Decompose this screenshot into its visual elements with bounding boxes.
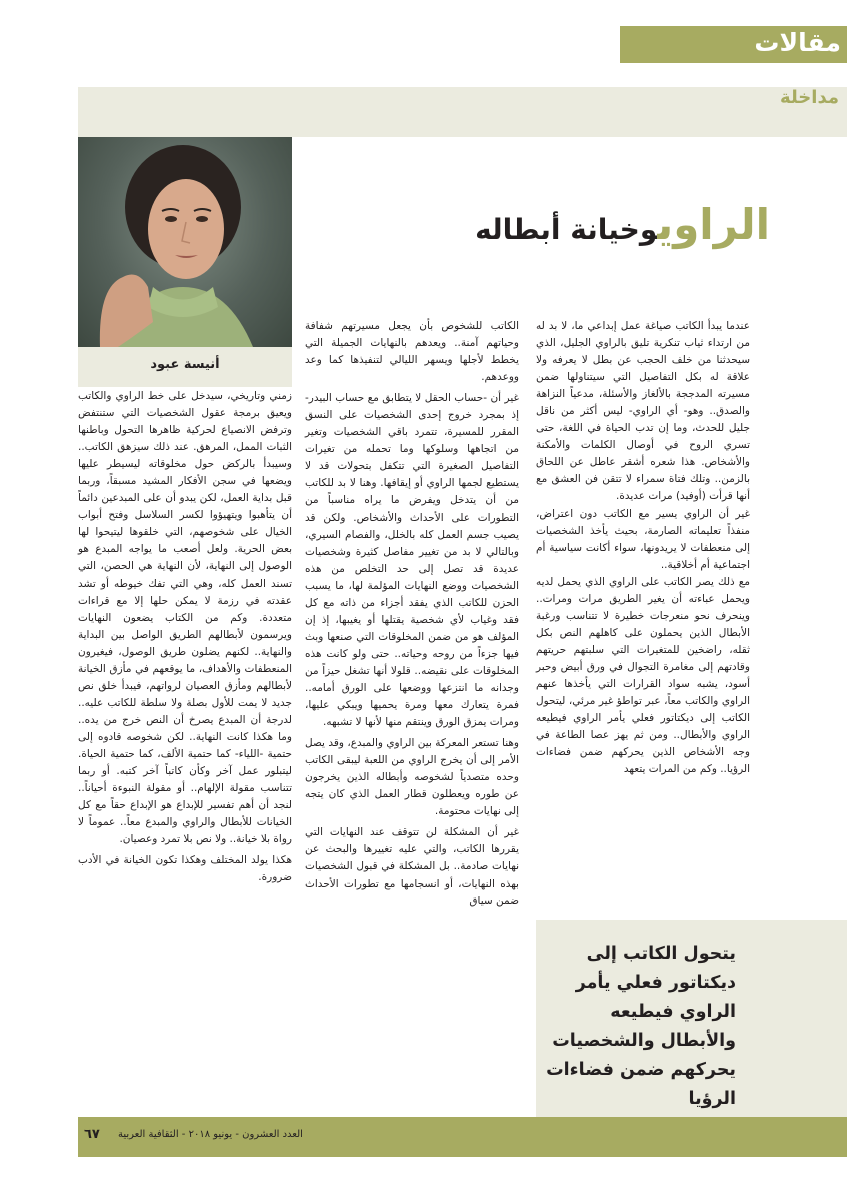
title-rest: وخيانة أبطاله	[475, 213, 658, 246]
body-column-middle	[305, 318, 519, 910]
paragraph: غير أن الراوي يسير مع الكاتب دون اعتراض، منفذاً تعليماته الصارمة، بحيث يأخذ الشخصيات إلى منعطفات لا يريدونها، سواء أكانت سياسية أم اجتماعية أم أخلاقية..	[536, 507, 750, 571]
title-accent: الراوي	[657, 200, 770, 249]
paragraph: وهنا تستعر المعركة بين الراوي والمبدع، وقد يصل الأمر إلى أن يخرج الراوي من اللعبة ليبقى الكاتب وحده متصدياً لشخوصه وأبطاله الذين يخرجون عن طوره ويعطلون قطار العمل الذي كان يتجه إلى نهايات محتومة.	[305, 737, 519, 818]
quote-mark-icon: ”	[702, 872, 749, 977]
paragraph: غير أن -حساب الحقل لا يتطابق مع حساب البيدر- إذ بمجرد خروج إحدى الشخصيات على النسق المقرر للمسيرة، تتمرد باقي الشخصيات وتغير من اتجاهها وسلوكها وما تحمله من تغيرات التفاصيل الصغيرة التي تتكفل بتحولات قد لا يستطيع لجمها الراوي أو إيقافها. وهنا لا بد للكاتب من أن يتدخل ويفرض ما يراه مناسباً من التطورات على الأحداث والأشخاص. ولكن قد يصيب جسم العمل كله بالخلل، والفصام السيري، وبالتالي لا بد من تغيير مفاصل كثيرة وشخصيات عديدة قد تصل إلى حد التخلص من هذه الشخصيات ووضع النهايات المؤلمة لها، ما يسبب الحزن للكاتب الذي يفقد أجزاء من ذاته مع كل فقد وغياب لأي شخصية يقتلها أو يغيبها، إذ إن المؤلف هو من ضمن المخلوقات التي صنعها وبث فيها جزءاً من روحه وحياته.. حتى ولو كانت هذه المخلوقات على نقيضه.. قلولا أنها تشغل حيزاً من وجدانه ما انتزعها ووضعها على الورق أمامه.. فمرة يتعارك معها ومرة يحميها ويبكي عليها، ومرات يمزق الورق وينتقم منها لأنها لا تشبهه.	[305, 392, 519, 729]
author-photo	[78, 137, 292, 347]
issue-info: العدد العشرون - يونيو ٢٠١٨ - الثقافية العربية	[118, 1129, 303, 1140]
paragraph: الكاتب للشخوص بأن يجعل مسيرتهم شفافة وحياتهم آمنة.. ويعدهم بالنهايات الجميلة التي يخطط لأجلها ويسهر الليالي لتنفيذها كما وعد ووعدهم.	[305, 320, 519, 384]
paragraph: مع ذلك يصر الكاتب على الراوي الذي يحمل لديه ويحمل عباءته أن يغير الطريق مرات ومرات.. وينحرف نحو منعرجات خطيرة لا تتناسب ورغبة الأبطال الذين يحملون على كاهلهم النص بكل ثقله، راضخين للمتغيرات التي سلبتهم حريتهم وقادتهم إلى مغامرة التجوال في ورق أبيض وحبر أسود، يشبه سواد القرارات التي يأخذها عنهم الراوي والكاتب معاً، عبر تواطؤ غير مرئي، ليتحول الكاتب إلى ديكتاتور فعلي يأمر الراوي فيطيعه الراوي والأبطال.. ومن ثم يهز عصا الطاعة في وجه الأشخاص الذين يحركهم ضمن فضاءات الرؤيا.. وكم من المرات يتعهد	[536, 575, 750, 776]
article-title	[400, 200, 770, 260]
footer-band	[78, 1117, 847, 1157]
caption-bar	[78, 347, 292, 387]
paragraph: غير أن المشكلة لن تتوقف عند النهايات التي يقررها الكاتب، والتي عليه تغييرها والبحث عن نهايات صادمة.. بل المشكلة في قبول الشخصيات بهذه النهايات، أو انسجامها مع تطورات الأحداث ضمن سياق	[305, 826, 519, 907]
body-column-right	[536, 318, 750, 778]
author-name: أنيسة عبود	[150, 357, 220, 372]
subsection-band	[78, 87, 847, 137]
pull-quote: يتحول الكاتب إلى ديكتاتور فعلي يأمر الراوي فيطيعه والأبطال والشخصيات يحركهم ضمن فضاءات الرؤيا	[546, 944, 736, 1109]
body-column-left	[78, 388, 292, 886]
paragraph: عندما يبدأ الكاتب صياغة عمل إبداعي ما، لا بد له من ارتداء ثياب تنكرية تليق بالراوي الجليل، الذي سيحدثنا من خلف الحجب عن بطل لا يعرفه ولا علاقة له بكل التفاصيل التي سيتناولها ضمن مسيرته المدججة بالألغاز والأسئلة، مدعياً النزاهة والصدق.. وهو- أي الراوي- ليس أكثر من ناقل جليل للحدث، وما إن تدب الحياة في اللغة، حتى تسري الروح في أوصال الكلمات والأمكنة والأشخاص. هذا شعره أشقر عاطل عن اللحاق بالزمن.. وتلك فتاة سمراء لا تتقن فن العشق مع أنها قرأت (أوفيد) مرات عديدة.	[536, 320, 750, 503]
section-label: مقالات	[754, 28, 841, 57]
page-number: ٦٧	[84, 1127, 100, 1142]
subsection-label: مداخلة	[780, 87, 839, 108]
section-band	[620, 26, 847, 63]
paragraph: زمني وتاريخي، سيدخل على خط الراوي والكاتب ويعيق برمجة عقول الشخصيات التي ستنتفض وترفض الانصياع لحركية ظاهرها التحول وباطنها الثبات الممل، المرهق. عند ذلك سيزهق الكاتب.. وسيبدأ بالركض حول مخلوقاته ليسيطر عليها ويضعها في سجن الأفكار المشيد مسبقاً، وربما قبل بداية العمل، لكن يبدو أن على المبدعين دائماً أن يتأهبوا ويتهيؤوا لكسر السلاسل وفتح أبواب الخيال على شخوصهم، التي خلقوها ليتيحوا لها بعض الحرية. ولعل أصعب ما يواجه المبدع هو الوصول إلى النهاية، لأن النهاية هي الحصن، التي تسند العمل كله، وهي التي تفك خيوطه أو تشد عقدته في رزمة لا يمكن حلها إلا مع قراءات متعددة. وكم من الكتاب يضعون النهايات ويرسمون لأبطالهم الطريق الواصل بين البداية والنهاية.. لكنهم يضلون طريق الوصول، فيغيرون المنعطفات والأهداف، ما يوقعهم في مأزق الخيانة لأبطالهم ومأزق العصيان لرواتهم، فيبدأ خلق نص جديد لا يمت للأول بصلة ولا سلطة للكاتب عليه.. لدرجة أن المبدع يصرخ أن النص خرج من يده.. وما هكذا كانت النهاية.. لكن شخوصه قادوه إلى حتمية -اللياء- كما حتمية الألف، كما حتمية الحياة. ليتبلور عمل آخر وكأن كاتباً آخر كتبه. أو ربما تتناسب مقولة الإلهام.. أو مقولة النبوءة أحياناً.. لنجد أن أهم تفسير للإبداع هو الإبداع حقاً مع كل الخيانات للأبطال والراوي والمبدع معاً.. عموماً لا رواة بلا خيانة.. ولا نص بلا تمرد وعصيان.	[78, 390, 292, 846]
paragraph: هكذا يولد المختلف وهكذا تكون الخيانة في الأدب ضرورة.	[78, 854, 292, 884]
